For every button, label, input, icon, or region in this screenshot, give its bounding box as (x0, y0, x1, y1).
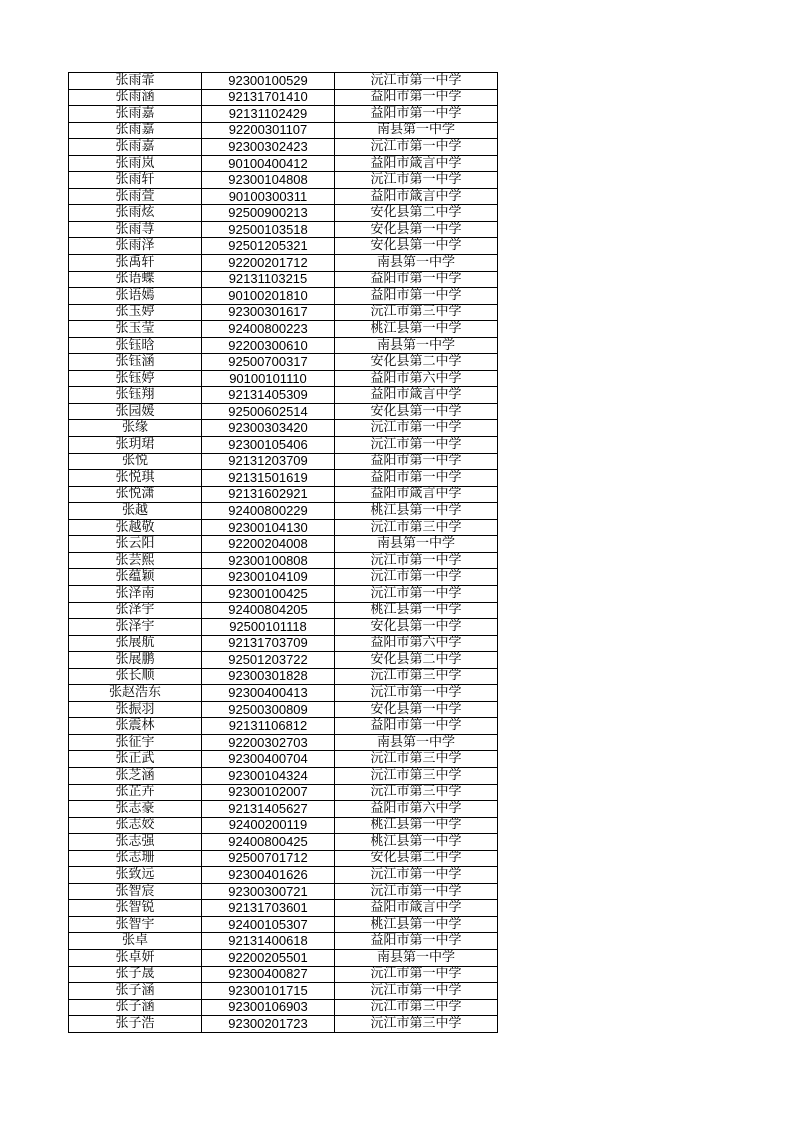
exam-id-cell: 92300401626 (202, 867, 335, 884)
table-row (69, 801, 498, 818)
exam-id-cell: 92300106903 (202, 999, 335, 1016)
student-name-cell: 张悦 (69, 453, 202, 470)
exam-id-cell: 92500900213 (202, 205, 335, 222)
exam-id-cell: 92300105406 (202, 437, 335, 454)
table-row (69, 552, 498, 569)
table-row (69, 635, 498, 652)
student-name-cell: 张雨荨 (69, 221, 202, 238)
table-row (69, 834, 498, 851)
table-row (69, 321, 498, 338)
student-name-cell: 张泽宇 (69, 602, 202, 619)
exam-id-cell: 92300400827 (202, 966, 335, 983)
student-name-cell: 张雨涵 (69, 89, 202, 106)
student-name-cell: 张越 (69, 503, 202, 520)
table-row (69, 73, 498, 90)
student-name-cell: 张卓妍 (69, 949, 202, 966)
exam-id-cell: 92131400618 (202, 933, 335, 950)
table-row (69, 437, 498, 454)
table-row (69, 89, 498, 106)
exam-id-cell: 92500701712 (202, 850, 335, 867)
student-name-cell: 张云阳 (69, 536, 202, 553)
school-cell: 桃江县第一中学 (335, 602, 498, 619)
school-cell: 沅江市第一中学 (335, 437, 498, 454)
exam-id-cell: 92200302703 (202, 734, 335, 751)
table-row (69, 337, 498, 354)
student-name-cell: 张园媛 (69, 403, 202, 420)
exam-id-cell: 92300104109 (202, 569, 335, 586)
table-row (69, 403, 498, 420)
table-row (69, 519, 498, 536)
student-name-cell: 张卓 (69, 933, 202, 950)
school-cell: 益阳市第六中学 (335, 370, 498, 387)
table-row (69, 569, 498, 586)
exam-id-cell: 92131703709 (202, 635, 335, 652)
student-name-cell: 张越敬 (69, 519, 202, 536)
table-row (69, 619, 498, 636)
student-name-cell: 张子涵 (69, 999, 202, 1016)
exam-id-cell: 92131701410 (202, 89, 335, 106)
school-cell: 益阳市箴言中学 (335, 486, 498, 503)
school-cell: 沅江市第一中学 (335, 420, 498, 437)
student-name-cell: 张雨炫 (69, 205, 202, 222)
table-row (69, 685, 498, 702)
table-row (69, 949, 498, 966)
table-row (69, 370, 498, 387)
student-name-cell: 张子涵 (69, 983, 202, 1000)
school-cell: 安化县第一中学 (335, 221, 498, 238)
school-cell: 沅江市第三中学 (335, 751, 498, 768)
table-row (69, 900, 498, 917)
exam-id-cell: 92300101715 (202, 983, 335, 1000)
student-name-cell: 张智宇 (69, 916, 202, 933)
school-cell: 益阳市第六中学 (335, 635, 498, 652)
student-name-cell: 张玉婷 (69, 304, 202, 321)
student-name-cell: 张雨萱 (69, 188, 202, 205)
table-row (69, 999, 498, 1016)
student-name-cell: 张芝涵 (69, 767, 202, 784)
student-name-cell: 张语蝶 (69, 271, 202, 288)
exam-id-cell: 92400800223 (202, 321, 335, 338)
school-cell: 益阳市第一中学 (335, 288, 498, 305)
school-cell: 益阳市箴言中学 (335, 155, 498, 172)
table-row (69, 172, 498, 189)
student-name-cell: 张雨嘉 (69, 139, 202, 156)
exam-id-cell: 92300201723 (202, 1016, 335, 1033)
student-name-cell: 张志珊 (69, 850, 202, 867)
school-cell: 益阳市第一中学 (335, 470, 498, 487)
student-name-cell: 张智锐 (69, 900, 202, 917)
school-cell: 沅江市第一中学 (335, 552, 498, 569)
student-name-cell: 张泽南 (69, 585, 202, 602)
table-row (69, 850, 498, 867)
exam-id-cell: 92300303420 (202, 420, 335, 437)
student-name-cell: 张雨嘉 (69, 106, 202, 123)
exam-id-cell: 90100201810 (202, 288, 335, 305)
school-cell: 沅江市第一中学 (335, 172, 498, 189)
table-row (69, 983, 498, 1000)
school-cell: 沅江市第一中学 (335, 867, 498, 884)
table-row (69, 784, 498, 801)
exam-id-cell: 92500300809 (202, 701, 335, 718)
student-name-cell: 张震林 (69, 718, 202, 735)
school-cell: 南县第一中学 (335, 536, 498, 553)
school-cell: 沅江市第一中学 (335, 983, 498, 1000)
school-cell: 沅江市第三中学 (335, 767, 498, 784)
exam-id-cell: 92131106812 (202, 718, 335, 735)
table-row (69, 205, 498, 222)
exam-id-cell: 92200204008 (202, 536, 335, 553)
roster-table (68, 72, 498, 1033)
exam-id-cell: 92300104808 (202, 172, 335, 189)
student-name-cell: 张泽宇 (69, 619, 202, 636)
exam-id-cell: 92300302423 (202, 139, 335, 156)
school-cell: 桃江县第一中学 (335, 916, 498, 933)
school-cell: 南县第一中学 (335, 734, 498, 751)
table-row (69, 734, 498, 751)
school-cell: 桃江县第一中学 (335, 817, 498, 834)
exam-id-cell: 92500101118 (202, 619, 335, 636)
student-name-cell: 张钰晗 (69, 337, 202, 354)
school-cell: 沅江市第三中学 (335, 519, 498, 536)
table-row (69, 718, 498, 735)
exam-id-cell: 92300104324 (202, 767, 335, 784)
school-cell: 南县第一中学 (335, 337, 498, 354)
table-row (69, 420, 498, 437)
exam-id-cell: 92131102429 (202, 106, 335, 123)
table-row (69, 288, 498, 305)
exam-id-cell: 92300301828 (202, 668, 335, 685)
exam-id-cell: 92131703601 (202, 900, 335, 917)
table-row (69, 867, 498, 884)
exam-id-cell: 92400800229 (202, 503, 335, 520)
school-cell: 安化县第二中学 (335, 354, 498, 371)
school-cell: 南县第一中学 (335, 255, 498, 272)
table-row (69, 238, 498, 255)
school-cell: 安化县第二中学 (335, 850, 498, 867)
school-cell: 沅江市第一中学 (335, 73, 498, 90)
exam-id-cell: 92131405309 (202, 387, 335, 404)
school-cell: 益阳市第六中学 (335, 801, 498, 818)
school-cell: 沅江市第一中学 (335, 685, 498, 702)
school-cell: 益阳市第一中学 (335, 106, 498, 123)
school-cell: 益阳市第一中学 (335, 89, 498, 106)
table-row (69, 155, 498, 172)
student-name-cell: 张芷卉 (69, 784, 202, 801)
exam-id-cell: 92300100808 (202, 552, 335, 569)
exam-id-cell: 92131203709 (202, 453, 335, 470)
exam-id-cell: 92131501619 (202, 470, 335, 487)
table-row (69, 503, 498, 520)
school-cell: 安化县第一中学 (335, 403, 498, 420)
table-row (69, 652, 498, 669)
student-name-cell: 张禹轩 (69, 255, 202, 272)
student-name-cell: 张悦潇 (69, 486, 202, 503)
table-row (69, 470, 498, 487)
table-row (69, 221, 498, 238)
table-row (69, 585, 498, 602)
exam-id-cell: 92400804205 (202, 602, 335, 619)
exam-id-cell: 92300400704 (202, 751, 335, 768)
exam-id-cell: 92300100425 (202, 585, 335, 602)
student-name-cell: 张语嫣 (69, 288, 202, 305)
school-cell: 桃江县第一中学 (335, 321, 498, 338)
student-name-cell: 张缘 (69, 420, 202, 437)
exam-id-cell: 92300400413 (202, 685, 335, 702)
table-row (69, 354, 498, 371)
student-name-cell: 张玉莹 (69, 321, 202, 338)
student-name-cell: 张致远 (69, 867, 202, 884)
school-cell: 益阳市第一中学 (335, 453, 498, 470)
student-name-cell: 张玥珺 (69, 437, 202, 454)
school-cell: 沅江市第一中学 (335, 569, 498, 586)
student-name-cell: 张志姣 (69, 817, 202, 834)
exam-id-cell: 92500103518 (202, 221, 335, 238)
student-name-cell: 张钰涵 (69, 354, 202, 371)
table-row (69, 139, 498, 156)
exam-id-cell: 92131405627 (202, 801, 335, 818)
exam-id-cell: 92200301107 (202, 122, 335, 139)
school-cell: 南县第一中学 (335, 949, 498, 966)
roster-body (69, 73, 498, 1033)
student-name-cell: 张钰翔 (69, 387, 202, 404)
exam-id-cell: 92300301617 (202, 304, 335, 321)
school-cell: 沅江市第三中学 (335, 999, 498, 1016)
student-name-cell: 张悦琪 (69, 470, 202, 487)
student-name-cell: 张展航 (69, 635, 202, 652)
student-name-cell: 张征宇 (69, 734, 202, 751)
school-cell: 沅江市第三中学 (335, 784, 498, 801)
student-name-cell: 张子浩 (69, 1016, 202, 1033)
exam-id-cell: 92501203722 (202, 652, 335, 669)
table-row (69, 255, 498, 272)
student-name-cell: 张振羽 (69, 701, 202, 718)
school-cell: 益阳市第一中学 (335, 271, 498, 288)
student-name-cell: 张雨泽 (69, 238, 202, 255)
table-row (69, 701, 498, 718)
exam-id-cell: 90100400412 (202, 155, 335, 172)
student-name-cell: 张雨霏 (69, 73, 202, 90)
table-row (69, 106, 498, 123)
student-name-cell: 张展鹏 (69, 652, 202, 669)
table-row (69, 271, 498, 288)
exam-id-cell: 92500700317 (202, 354, 335, 371)
school-cell: 沅江市第一中学 (335, 139, 498, 156)
table-row (69, 486, 498, 503)
school-cell: 沅江市第三中学 (335, 668, 498, 685)
table-row (69, 188, 498, 205)
table-row (69, 602, 498, 619)
student-name-cell: 张雨岚 (69, 155, 202, 172)
student-name-cell: 张蕴颖 (69, 569, 202, 586)
school-cell: 沅江市第一中学 (335, 585, 498, 602)
exam-id-cell: 92200201712 (202, 255, 335, 272)
exam-id-cell: 92501205321 (202, 238, 335, 255)
student-name-cell: 张雨嘉 (69, 122, 202, 139)
table-row (69, 767, 498, 784)
student-name-cell: 张志强 (69, 834, 202, 851)
table-row (69, 304, 498, 321)
exam-id-cell: 92500602514 (202, 403, 335, 420)
school-cell: 桃江县第一中学 (335, 834, 498, 851)
exam-id-cell: 92400800425 (202, 834, 335, 851)
table-row (69, 122, 498, 139)
exam-id-cell: 92400200119 (202, 817, 335, 834)
exam-id-cell: 92300100529 (202, 73, 335, 90)
school-cell: 益阳市第一中学 (335, 933, 498, 950)
student-name-cell: 张雨轩 (69, 172, 202, 189)
exam-id-cell: 92200205501 (202, 949, 335, 966)
exam-id-cell: 92300102007 (202, 784, 335, 801)
school-cell: 益阳市箴言中学 (335, 900, 498, 917)
table-row (69, 966, 498, 983)
student-name-cell: 张长顺 (69, 668, 202, 685)
school-cell: 安化县第一中学 (335, 701, 498, 718)
table-row (69, 933, 498, 950)
school-cell: 益阳市箴言中学 (335, 387, 498, 404)
school-cell: 安化县第一中学 (335, 619, 498, 636)
student-name-cell: 张子晟 (69, 966, 202, 983)
table-row (69, 453, 498, 470)
school-cell: 益阳市箴言中学 (335, 188, 498, 205)
exam-id-cell: 92400105307 (202, 916, 335, 933)
school-cell: 益阳市第一中学 (335, 718, 498, 735)
table-row (69, 817, 498, 834)
table-row (69, 536, 498, 553)
exam-id-cell: 90100101110 (202, 370, 335, 387)
table-row (69, 883, 498, 900)
table-row (69, 1016, 498, 1033)
student-name-cell: 张钰婷 (69, 370, 202, 387)
school-cell: 安化县第二中学 (335, 205, 498, 222)
school-cell: 安化县第一中学 (335, 238, 498, 255)
student-name-cell: 张赵浩东 (69, 685, 202, 702)
school-cell: 桃江县第一中学 (335, 503, 498, 520)
school-cell: 沅江市第三中学 (335, 304, 498, 321)
exam-id-cell: 92200300610 (202, 337, 335, 354)
school-cell: 沅江市第三中学 (335, 1016, 498, 1033)
table-row (69, 916, 498, 933)
exam-id-cell: 92131103215 (202, 271, 335, 288)
table-row (69, 751, 498, 768)
school-cell: 安化县第二中学 (335, 652, 498, 669)
exam-id-cell: 92300300721 (202, 883, 335, 900)
exam-id-cell: 90100300311 (202, 188, 335, 205)
exam-id-cell: 92300104130 (202, 519, 335, 536)
student-name-cell: 张正武 (69, 751, 202, 768)
student-name-cell: 张芸熙 (69, 552, 202, 569)
table-row (69, 387, 498, 404)
school-cell: 沅江市第一中学 (335, 966, 498, 983)
student-name-cell: 张智宸 (69, 883, 202, 900)
school-cell: 沅江市第一中学 (335, 883, 498, 900)
table-row (69, 668, 498, 685)
student-name-cell: 张志豪 (69, 801, 202, 818)
exam-id-cell: 92131602921 (202, 486, 335, 503)
school-cell: 南县第一中学 (335, 122, 498, 139)
